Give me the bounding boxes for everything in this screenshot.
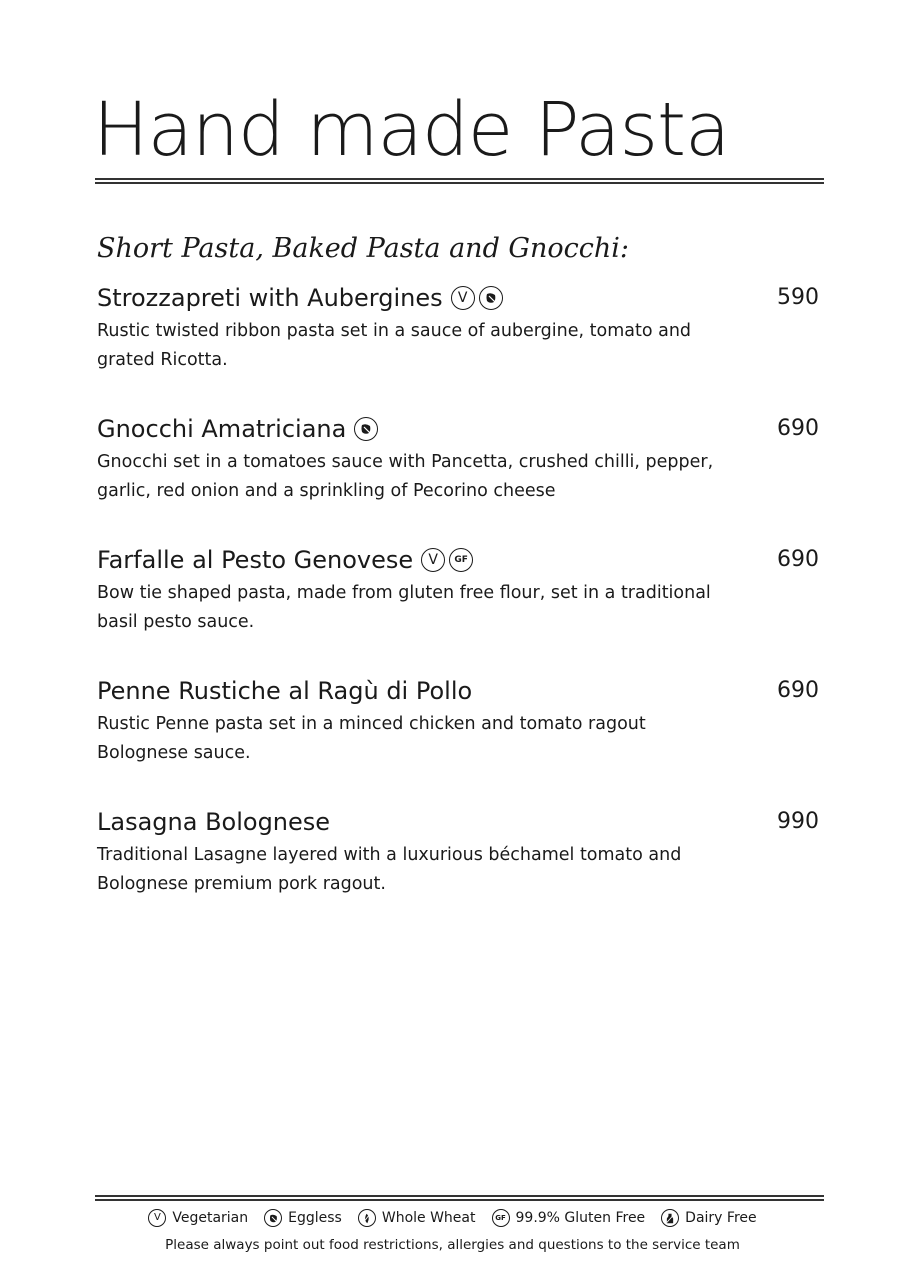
item-name-row xyxy=(97,805,330,839)
menu-item xyxy=(97,281,819,412)
menu-item xyxy=(97,674,819,805)
gluten-free-icon: GF xyxy=(492,1209,510,1227)
vegetarian-icon: V xyxy=(451,286,475,310)
item-name-row xyxy=(97,281,503,315)
item-name-row xyxy=(97,674,472,708)
item-name: Gnocchi Amatriciana xyxy=(97,415,347,443)
legend-label: Dairy Free xyxy=(685,1210,757,1226)
diet-legend xyxy=(0,1208,905,1228)
legend-label: Whole Wheat xyxy=(381,1210,476,1226)
menu-item xyxy=(97,412,819,543)
dairy-free-icon xyxy=(661,1209,679,1227)
item-description: Rustic Penne pasta set in a minced chicken and tomato ragout Bolognese sauce. xyxy=(97,714,646,763)
menu-item xyxy=(97,543,819,674)
item-price: 590 xyxy=(777,285,819,310)
item-price: 690 xyxy=(777,416,819,441)
item-name: Farfalle al Pesto Genovese xyxy=(97,546,414,574)
item-diet-icons xyxy=(354,417,378,441)
item-diet-icons xyxy=(421,548,473,572)
legend-dairy-free xyxy=(661,1208,756,1228)
item-price: 990 xyxy=(777,809,819,834)
eggless-icon xyxy=(354,417,378,441)
item-name: Strozzapreti with Aubergines xyxy=(97,284,443,312)
vegetarian-icon: V xyxy=(148,1209,166,1227)
footer-note: Please always point out food restrictions, allergies and questions to the service team xyxy=(165,1237,740,1253)
legend-label: 99.9% Gluten Free xyxy=(515,1210,646,1226)
legend-gluten-free xyxy=(492,1208,646,1228)
item-price: 690 xyxy=(777,678,819,703)
item-name-row xyxy=(97,543,473,577)
eggless-icon xyxy=(479,286,503,310)
item-diet-icons xyxy=(451,286,503,310)
footer-divider xyxy=(95,1195,824,1201)
legend-vegetarian xyxy=(148,1208,248,1228)
legend-label: Vegetarian xyxy=(172,1210,249,1226)
item-name: Penne Rustiche al Ragù di Pollo xyxy=(97,677,473,705)
item-name-row xyxy=(97,412,378,446)
legend-whole-wheat xyxy=(358,1208,476,1228)
page-title: Hand made Pasta xyxy=(93,87,730,173)
item-price: 690 xyxy=(777,547,819,572)
gluten-free-icon: GF xyxy=(449,548,473,572)
legend-eggless xyxy=(264,1208,342,1228)
legend-label: Eggless xyxy=(288,1210,342,1226)
vegetarian-icon: V xyxy=(421,548,445,572)
item-description: Rustic twisted ribbon pasta set in a sauce of aubergine, tomato and grated Ricotta. xyxy=(97,321,692,370)
item-description: Traditional Lasagne layered with a luxurious béchamel tomato and Bolognese premium pork ragout. xyxy=(97,845,682,894)
menu-items xyxy=(97,281,819,936)
title-divider xyxy=(95,178,824,184)
menu-item xyxy=(97,805,819,936)
section-heading: Short Pasta, Baked Pasta and Gnocchi: xyxy=(97,233,630,264)
item-description: Gnocchi set in a tomatoes sauce with Pancetta, crushed chilli, pepper, garlic, red onion and a sprinkling of Pecorino cheese xyxy=(97,452,714,501)
eggless-icon xyxy=(264,1209,282,1227)
item-name: Lasagna Bolognese xyxy=(97,808,331,836)
whole-wheat-icon xyxy=(358,1209,376,1227)
item-description: Bow tie shaped pasta, made from gluten free flour, set in a traditional basil pesto sauce. xyxy=(97,583,711,632)
